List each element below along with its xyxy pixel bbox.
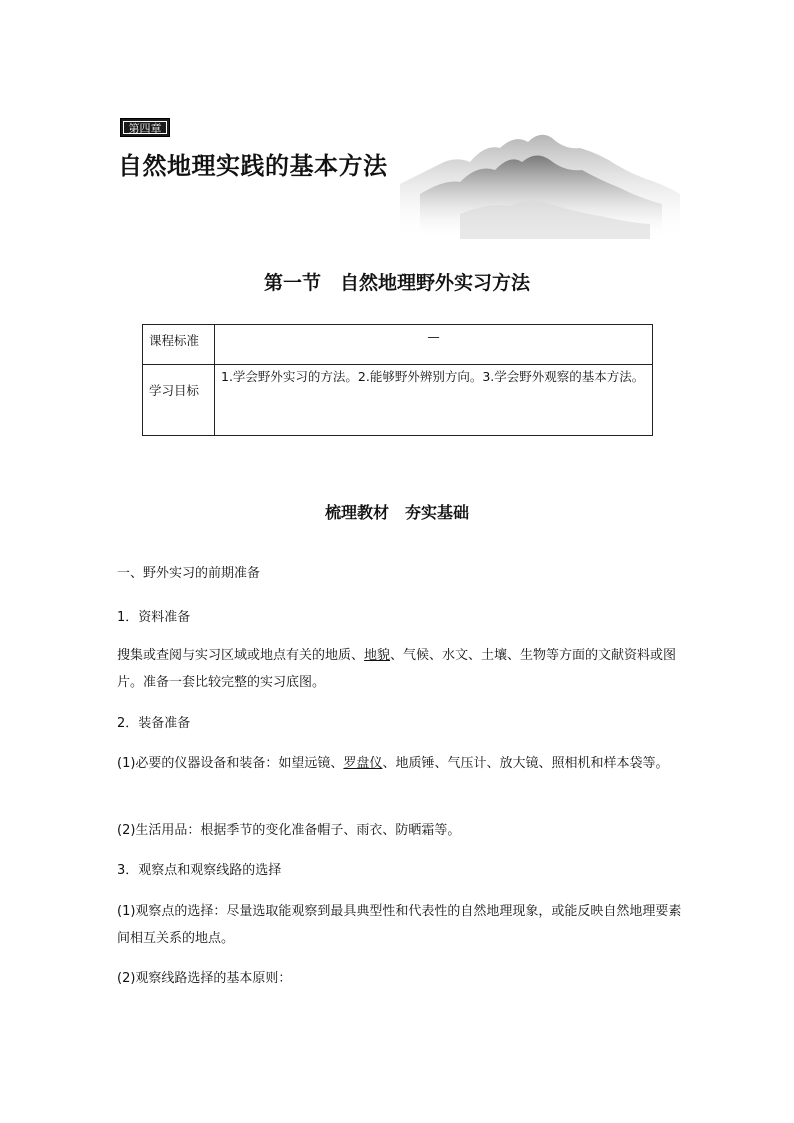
table-row [143,325,653,365]
course-standards-table [142,324,653,436]
section-title: 第一节 自然地理野外实习方法 [263,272,530,294]
item2-p1-underlined: 罗盘仪 [343,756,383,771]
course-standard-label: 课程标准 [143,325,215,365]
course-standard-value: — [215,325,653,365]
chapter-badge-label: 第四章 [123,121,167,134]
item2-p1-c: 、地质锤、气压计、放大镜、照相机和样本袋等。 [382,756,669,771]
item2-p1 [117,750,683,777]
item1-text-underlined: 地貌 [364,648,391,663]
mountain-landscape-illustration [400,124,680,239]
table-row [143,365,653,436]
sub-heading: 梳理教材 夯实基础 [324,503,469,522]
learning-objectives-label: 学习目标 [143,365,215,436]
item1-text-a: 搜集或查阅与实习区域或地点有关的地质、 [117,648,365,663]
part1-heading: 一、野外实习的前期准备 [117,566,261,581]
item3-heading: 3．观察点和观察线路的选择 [117,863,282,878]
item2-heading: 2．装备准备 [117,716,191,731]
item2-p1-a: (1)必要的仪器设备和装备：如望远镜、 [117,756,344,771]
item1-text [117,642,683,696]
chapter-title: 自然地理实践的基本方法 [118,152,388,180]
item3-p1: (1)观察点的选择：尽量选取能观察到最具典型性和代表性的自然地理现象，或能反映自然地理要素间相互关系的地点。 [117,904,682,946]
chapter-badge [120,118,170,137]
item1-heading: 1．资料准备 [117,610,191,625]
item2-p2: (2)生活用品：根据季节的变化准备帽子、雨衣、防晒霜等。 [117,823,461,838]
learning-objectives-value: 1.学会野外实习的方法。2.能够野外辨别方向。3.学会野外观察的基本方法。 [215,365,653,436]
item3-p2: (2)观察线路选择的基本原则： [117,971,292,986]
item1-text-c: 、气候、水文、土壤、生物等方面的文献资料或图片。准备一套比较完整的实习底图。 [117,648,677,690]
